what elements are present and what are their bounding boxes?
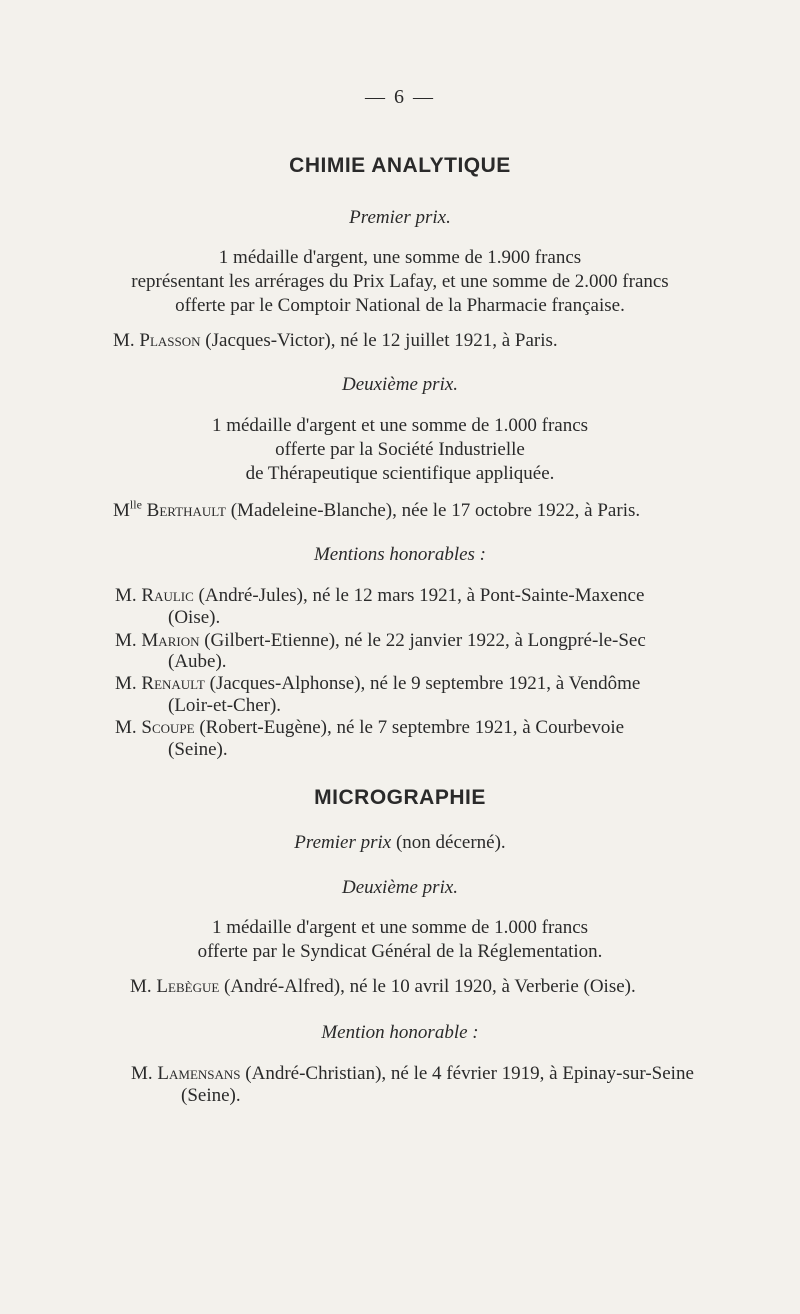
premier-prix-heading: Premier prix. [349, 207, 451, 228]
mention-continuation: (Seine). [168, 739, 228, 760]
deuxieme-prix-heading: Deuxième prix. [341, 877, 459, 898]
section-title-chimie-analytique: CHIMIE ANALYTIQUE [289, 154, 511, 177]
winner-record: M. Lebègue (André-Alfred), né le 10 avril 1920, à Verberie (Oise). [130, 976, 636, 997]
prize-description-line: représentant les arrérages du Prix Lafay, et une somme de 2.000 francs [131, 271, 669, 292]
winner-title: M. [113, 330, 135, 351]
mention-record: M. Scoupe (Robert-Eugène), né le 7 septembre 1921, à Courbevoie [115, 717, 625, 738]
deuxieme-prix-heading: Deuxième prix. [341, 374, 459, 395]
mention-name: Renault [141, 673, 205, 694]
prize-description-line: 1 médaille d'argent, une somme de 1.900 francs [218, 247, 582, 268]
mention-name: Marion [141, 630, 200, 651]
mention-record: M. Lamensans (André-Christian), né le 4 février 1919, à Epinay-sur-Seine [131, 1063, 694, 1084]
prize-description-line: 1 médaille d'argent et une somme de 1.000 francs [211, 415, 589, 436]
mention-continuation: (Oise). [168, 607, 221, 628]
winner-details: (Madeleine-Blanche), née le 17 octobre 1922, à Paris. [230, 500, 641, 521]
winner-title: $M^{lle}$ [113, 497, 142, 521]
prize-description-line: offerte par la Société Industrielle [275, 439, 525, 460]
premier-prix-heading: Premier prix [294, 832, 392, 853]
prize-description-line: de Thérapeutique scientifique appliquée. [245, 463, 555, 484]
premier-prix-note: (non décerné). [395, 832, 506, 853]
winner-name: Berthault [146, 500, 226, 521]
mentions-heading: Mentions honorables : [313, 544, 487, 565]
mentions-heading: Mention honorable : [321, 1022, 479, 1043]
premier-prix-line [0, 832, 800, 854]
mention-continuation: (Seine). [181, 1085, 241, 1106]
prize-description-line: offerte par le Syndicat Général de la Réglementation. [197, 941, 603, 962]
prize-description-line: 1 médaille d'argent et une somme de 1.000 francs [211, 917, 589, 938]
page-number: — 6 — [365, 86, 435, 108]
mention-continuation: (Aube). [168, 651, 227, 672]
mention-record: M. Marion (Gilbert-Etienne), né le 22 janvier 1922, à Longpré-le-Sec [115, 630, 646, 651]
mention-name: Lamensans [157, 1063, 241, 1084]
mention-record: M. Raulic (André-Jules), né le 12 mars 1921, à Pont-Sainte-Maxence [115, 585, 645, 606]
section-title-micrographie: MICROGRAPHIE [314, 786, 486, 809]
mention-name: Raulic [141, 585, 194, 606]
winner-record [113, 330, 558, 352]
winner-name: Plasson [139, 330, 201, 351]
winner-name: Lebègue [156, 976, 220, 997]
winner-record [113, 497, 641, 522]
mention-continuation: (Loir-et-Cher). [168, 695, 282, 716]
mention-name: Scoupe [141, 717, 195, 738]
winner-details: (Jacques-Victor), né le 12 juillet 1921, à Paris. [205, 330, 558, 351]
prize-description-line: offerte par le Comptoir National de la Pharmacie française. [175, 295, 625, 316]
mention-record: M. Renault (Jacques-Alphonse), né le 9 septembre 1921, à Vendôme [115, 673, 641, 694]
